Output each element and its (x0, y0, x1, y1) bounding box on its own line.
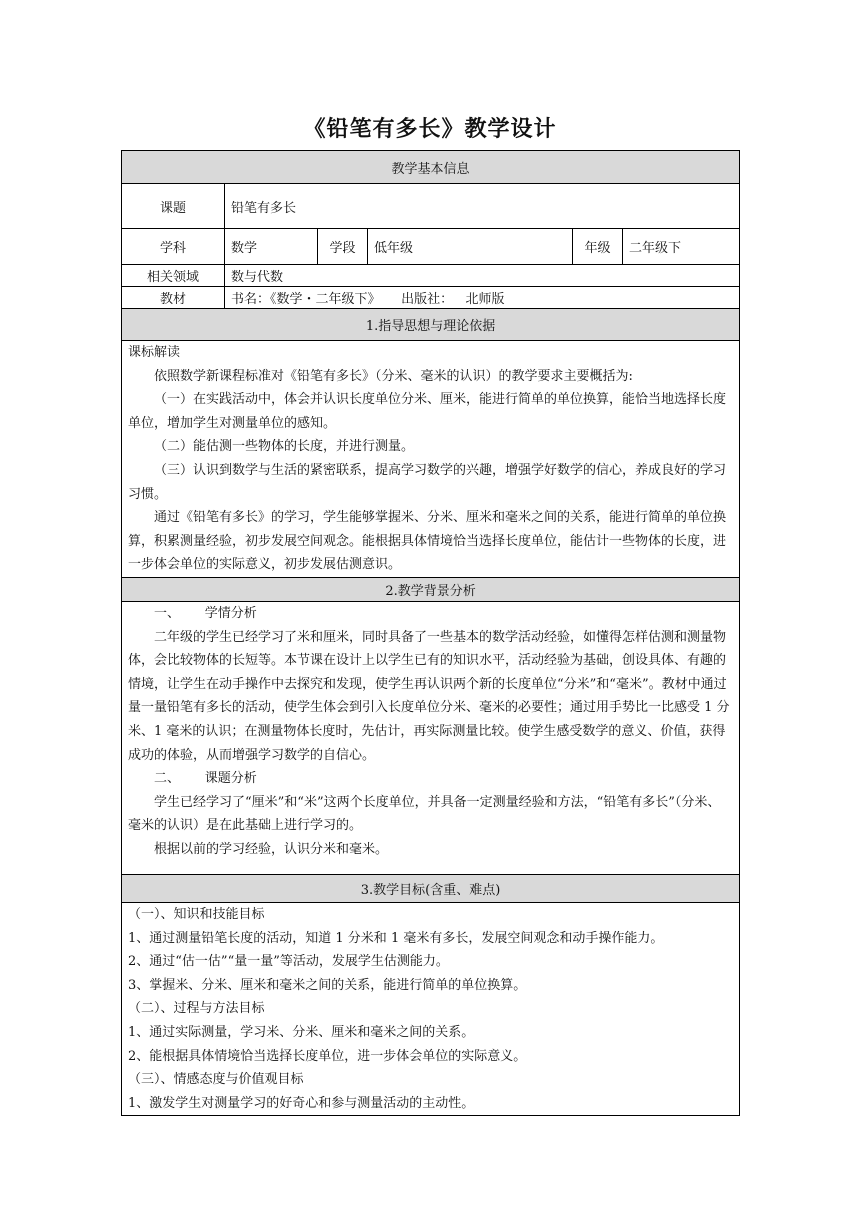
section3-header: 3.教学目标(含重、难点) (122, 874, 740, 902)
topic-value: 铅笔有多长 (225, 184, 740, 229)
section3-line: 2、通过“估一估”“量一量”等活动，发展学生估测能力。 (128, 954, 449, 970)
field-label: 相关领域 (122, 265, 225, 287)
section1-line: 通过《铅笔有多长》的学习，学生能够掌握米、分米、厘米和毫米之间的关系，能进行简单的单位换算，积累测量经验，初步发展空间观念。能根据具体情境恰当选择长度单位，能估计一些物体的长度，进一步体会单位的实际意义，初步发展估测意识。 (128, 510, 727, 573)
section2-line: 根据以前的学习经验，认识分米和毫米。 (154, 841, 389, 857)
stage-value: 低年级 (368, 229, 573, 265)
section3-line: 1、激发学生对测量学习的好奇心和参与测量活动的主动性。 (128, 1095, 475, 1111)
section3-line: 1、通过实际测量，学习米、分米、厘米和毫米之间的关系。 (128, 1024, 475, 1040)
basic-info-header: 教学基本信息 (122, 151, 740, 184)
section2-line: 二年级的学生已经学习了米和厘米，同时具备了一些基本的数学活动经验，如懂得怎样估测和测量物体，会比较物体的长短等。本节课在设计上以学生已有的知识水平，活动经验为基础，创设具体、有趣的情境，让学生在动手操作中去探究和发现，使学生再认识两个新的长度单位“分米”和“毫米”。教材中通过量一量铅笔有多长的活动，使学生体会到引入长度单位分米、毫米的必要性；通过用手势比一比感受 1 分米、1 毫米的认识；在测量物体长度时，先估计，再实际测量比较。使学生感受数学的意义、价值，获得成功的体验，从而增强学习数学的自信心。 (128, 629, 730, 763)
section2-line: 学生已经学习了“厘米”和“米”这两个长度单位，并具备一定测量经验和方法，“铅笔有多长”（分米、毫米的认识）是在此基础上进行学习的。 (128, 794, 721, 834)
grade-value: 二年级下 (623, 229, 740, 265)
field-value: 数与代数 (225, 265, 740, 287)
section1-body (122, 341, 740, 578)
grade-label: 年级 (573, 229, 623, 265)
section1-line: 依照数学新课程标准对《铅笔有多长》（分米、毫米的认识）的教学要求主要概括为: (154, 368, 633, 384)
section1-line: （三）认识到数学与生活的紧密联系，提高学习数学的兴趣，增强学好数学的信心，养成良好的学习习惯。 (128, 462, 727, 502)
subject-value: 数学 (225, 229, 318, 265)
material-label: 教材 (122, 287, 225, 309)
section2-line: 一、 学情分析 (154, 605, 257, 621)
stage-label: 学段 (318, 229, 368, 265)
section1-line: 课标解读 (128, 345, 181, 360)
section3-line: 1、通过测量铅笔长度的活动，知道 1 分米和 1 毫米有多长，发展空间观念和动手操作能力。 (128, 930, 664, 946)
section3-line: （二）、过程与方法目标 (128, 1001, 265, 1017)
lesson-plan-table (121, 150, 740, 1116)
section1-line: （一）在实践活动中，体会并认识长度单位分米、厘米，能进行简单的单位换算，能恰当地选择长度单位，增加学生对测量单位的感知。 (128, 392, 727, 431)
document-title: 《铅笔有多长》教学设计 (303, 116, 557, 142)
topic-label: 课题 (122, 184, 225, 229)
section3-line: 3、掌握米、分米、厘米和毫米之间的关系，能进行简单的单位换算。 (128, 977, 527, 993)
section1-line: （二）能估测一些物体的长度，并进行测量。 (154, 439, 415, 455)
section3-line: 2、能根据具体情境恰当选择长度单位，进一步体会单位的实际意义。 (128, 1048, 527, 1064)
section2-header: 2.教学背景分析 (122, 577, 740, 601)
section3-body (122, 902, 740, 1115)
section1-header: 1.指导思想与理论依据 (122, 309, 740, 341)
section2-line: 二、 课题分析 (154, 771, 257, 787)
material-value: 书名：《数学・二年级下》 出版社： 北师版 (225, 287, 740, 309)
subject-label: 学科 (122, 229, 225, 265)
section3-line: （一）、知识和技能目标 (128, 906, 265, 922)
section3-line: （三）、情感态度与价值观目标 (128, 1072, 304, 1088)
section2-body (122, 601, 740, 874)
